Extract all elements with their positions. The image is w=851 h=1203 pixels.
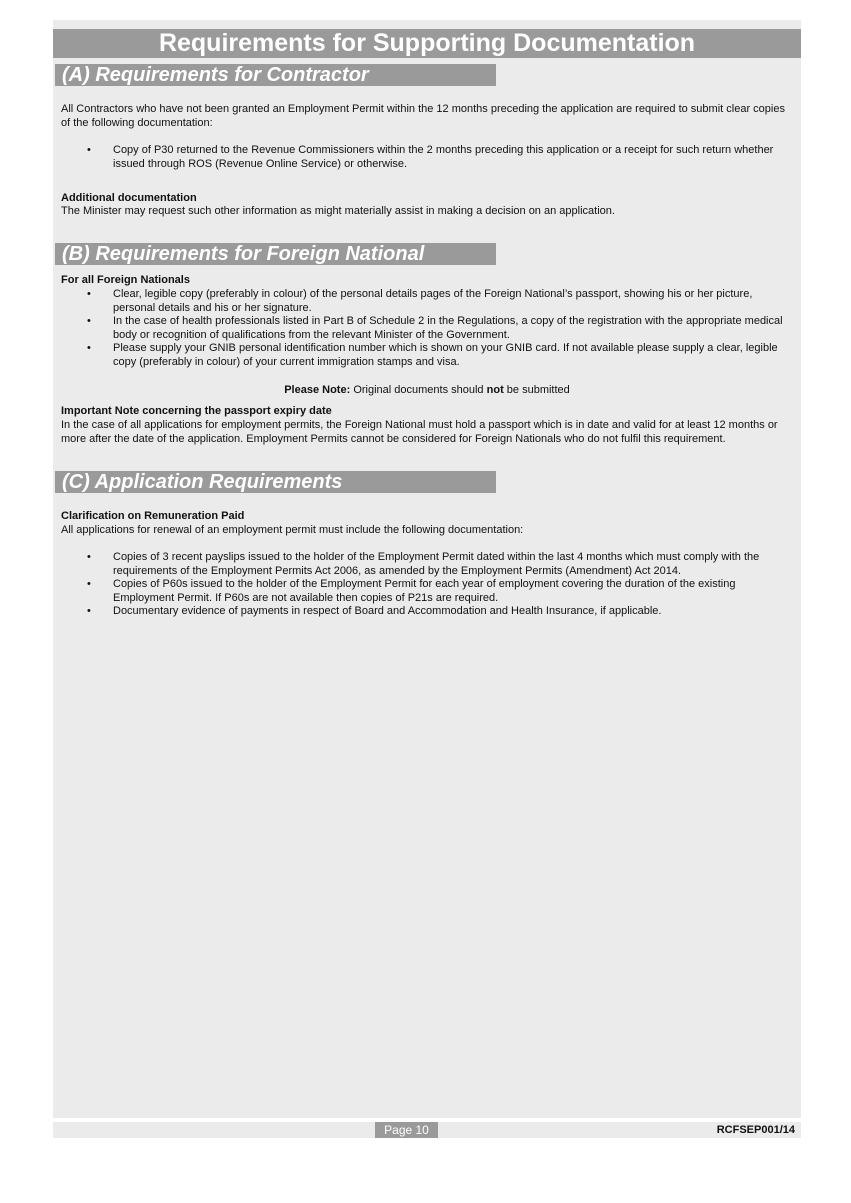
list-item: • Copies of P60s issued to the holder of the Employment Permit for each year of employment covering the duration of the existing Employment Permit. If P60s are not available then copies of P21s are required.	[87, 578, 736, 604]
section-a-bullet-list	[87, 144, 787, 171]
bullet-icon: •	[87, 144, 91, 156]
passport-expiry-heading: Important Note concerning the passport expiry date	[61, 405, 332, 417]
page-title: Requirements for Supporting Documentation	[53, 29, 801, 58]
additional-documentation-heading: Additional documentation	[61, 192, 197, 204]
bullet-icon: •	[87, 551, 91, 563]
list-item: • Copy of P30 returned to the Revenue Commissioners within the 2 months preceding this application or a receipt for such return whether issued through ROS (Revenue Online Service) or otherwise.	[87, 144, 774, 170]
section-c-intro: All applications for renewal of an employment permit must include the following documentation:	[61, 524, 524, 536]
bullet-icon: •	[87, 578, 91, 590]
list-item: • Documentary evidence of payments in respect of Board and Accommodation and Health Insurance, if applicable.	[87, 605, 662, 617]
remuneration-heading: Clarification on Remuneration Paid	[61, 510, 245, 522]
section-c-bullet-list	[87, 551, 787, 619]
section-c-heading: (C) Application Requirements	[55, 471, 496, 493]
additional-documentation-text: The Minister may request such other information as might materially assist in making a decision on an application.	[61, 205, 615, 217]
list-item: • Copies of 3 recent payslips issued to the holder of the Employment Permit dated within the last 4 months which must comply with the requirements of the Employment Permits Act 2006, as amended by the Employment Permits (Amendment) Act 2014.	[87, 551, 760, 577]
document-code: RCFSEP001/14	[716, 1124, 795, 1136]
section-a-heading: (A) Requirements for Contractor	[55, 64, 496, 86]
section-b-heading: (B) Requirements for Foreign National	[55, 243, 496, 265]
bullet-icon: •	[87, 605, 91, 617]
please-note-label: Please Note:	[284, 384, 351, 396]
section-b-bullet-list	[87, 288, 787, 369]
passport-expiry-text: In the case of all applications for employment permits, the Foreign National must hold a passport which is in date and valid for at least 12 months or more after the date of the application. Employment Permits cannot be considered for Foreign Nationals who do not fulfil this requirement.	[61, 419, 778, 445]
bullet-icon: •	[87, 342, 91, 354]
foreign-nationals-heading: For all Foreign Nationals	[61, 274, 190, 286]
bullet-icon: •	[87, 288, 91, 300]
list-item: • In the case of health professionals listed in Part B of Schedule 2 in the Regulations, a copy of the registration with the appropriate medical body or recognition of qualifications from the relevant Minister of the Government.	[87, 315, 783, 341]
list-item: • Please supply your GNIB personal identification number which is shown on your GNIB card. If not available please supply a clear, legible copy (preferably in colour) of your current immigration stamps and visa.	[87, 342, 778, 368]
page-number: Page 10	[375, 1122, 438, 1138]
please-note: Please Note: Original documents should not be submitted	[284, 384, 570, 396]
section-a-intro: All Contractors who have not been granted an Employment Permit within the 12 months preceding the application are required to submit clear copies of the following documentation:	[61, 103, 785, 129]
list-item: • Clear, legible copy (preferably in colour) of the personal details pages of the Foreign National’s passport, showing his or her picture, personal details and his or her signature.	[87, 288, 753, 314]
bullet-icon: •	[87, 315, 91, 327]
